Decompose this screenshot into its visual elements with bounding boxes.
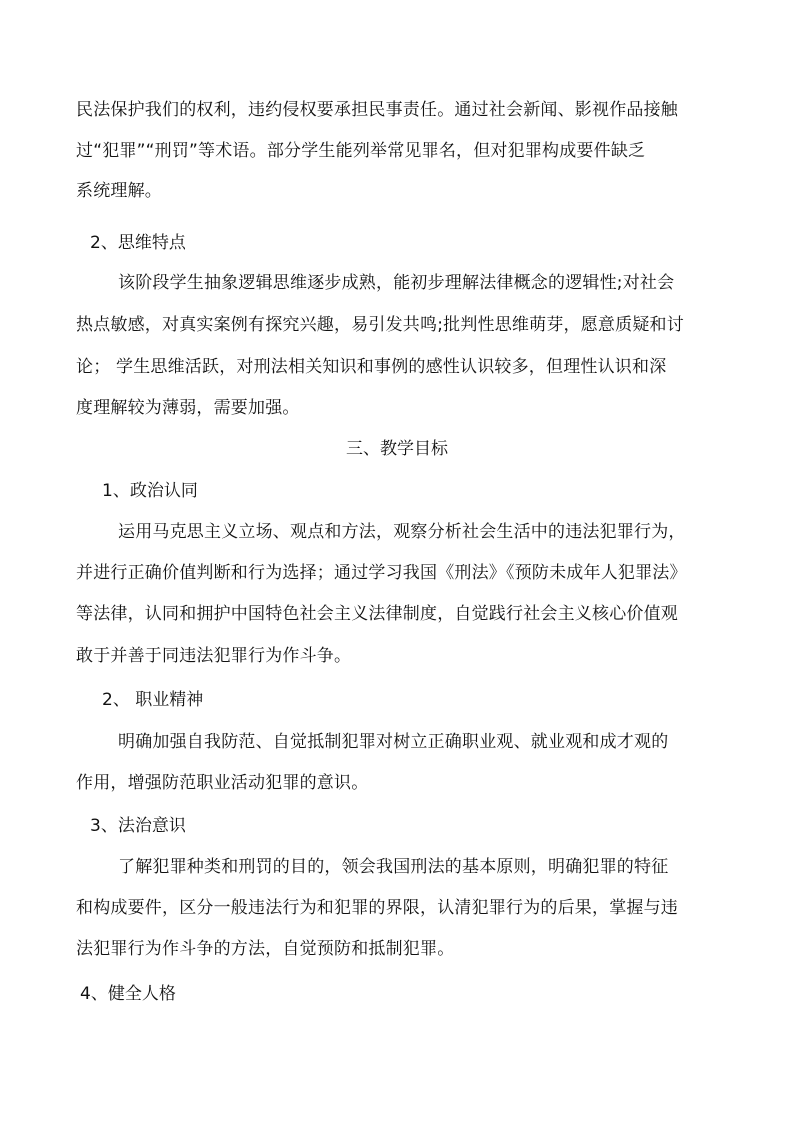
goal1-line-4: 敢于并善于同违法犯罪行为作斗争。 [76,646,352,666]
section-title-teaching-goals: 三、教学目标 [346,439,448,459]
goal2-line-2: 作用，增强防范职业活动犯罪的意识。 [76,773,369,793]
goal1-line-1: 运用马克思主义立场、观点和方法，观察分析社会生活中的违法犯罪行为， [118,522,686,542]
goal2-line-1: 明确加强自我防范、自觉抵制犯罪对树立正确职业观、就业观和成才观的 [118,732,669,752]
thinking-line-4: 度理解较为薄弱，需要加强。 [76,398,300,418]
goal1-line-3: 等法律，认同和拥护中国特色社会主义法律制度，自觉践行社会主义核心价值观 [76,604,678,624]
thinking-line-3: 论； 学生思维活跃，对刑法相关知识和事例的感性认识较多，但理性认识和深 [76,357,667,377]
goal3-line-2: 和构成要件，区分一般违法行为和犯罪的界限，认清犯罪行为的后果，掌握与违 [76,898,678,918]
goal3-line-1: 了解犯罪种类和刑罚的目的，领会我国刑法的基本原则，明确犯罪的特征 [118,857,669,877]
heading-thinking-traits: 2、思维特点 [90,233,186,253]
goal1-line-2: 并进行正确价值判断和行为选择；通过学习我国《刑法》《预防未成年人犯罪法》 [76,563,687,583]
thinking-line-1: 该阶段学生抽象逻辑思维逐步成熟，能初步理解法律概念的逻辑性;对社会 [118,273,675,293]
heading-political-identity: 1、政治认同 [102,481,198,501]
heading-legal-awareness: 3、法治意识 [90,816,186,836]
thinking-line-2: 热点敏感，对真实案例有探究兴趣，易引发共鸣;批判性思维萌芽，愿意质疑和讨 [76,315,684,335]
intro-line-2: 过“犯罪”“刑罚”等术语。部分学生能列举常见罪名，但对犯罪构成要件缺乏 [76,141,646,161]
intro-line-3: 系统理解。 [76,181,162,201]
intro-line-1: 民法保护我们的权利，违约侵权要承担民事责任。通过社会新闻、影视作品接触 [76,100,678,120]
heading-professional-spirit: 2、 职业精神 [102,690,204,710]
heading-sound-personality: 4、健全人格 [80,984,176,1004]
goal3-line-3: 法犯罪行为作斗争的方法，自觉预防和抵制犯罪。 [76,939,455,959]
